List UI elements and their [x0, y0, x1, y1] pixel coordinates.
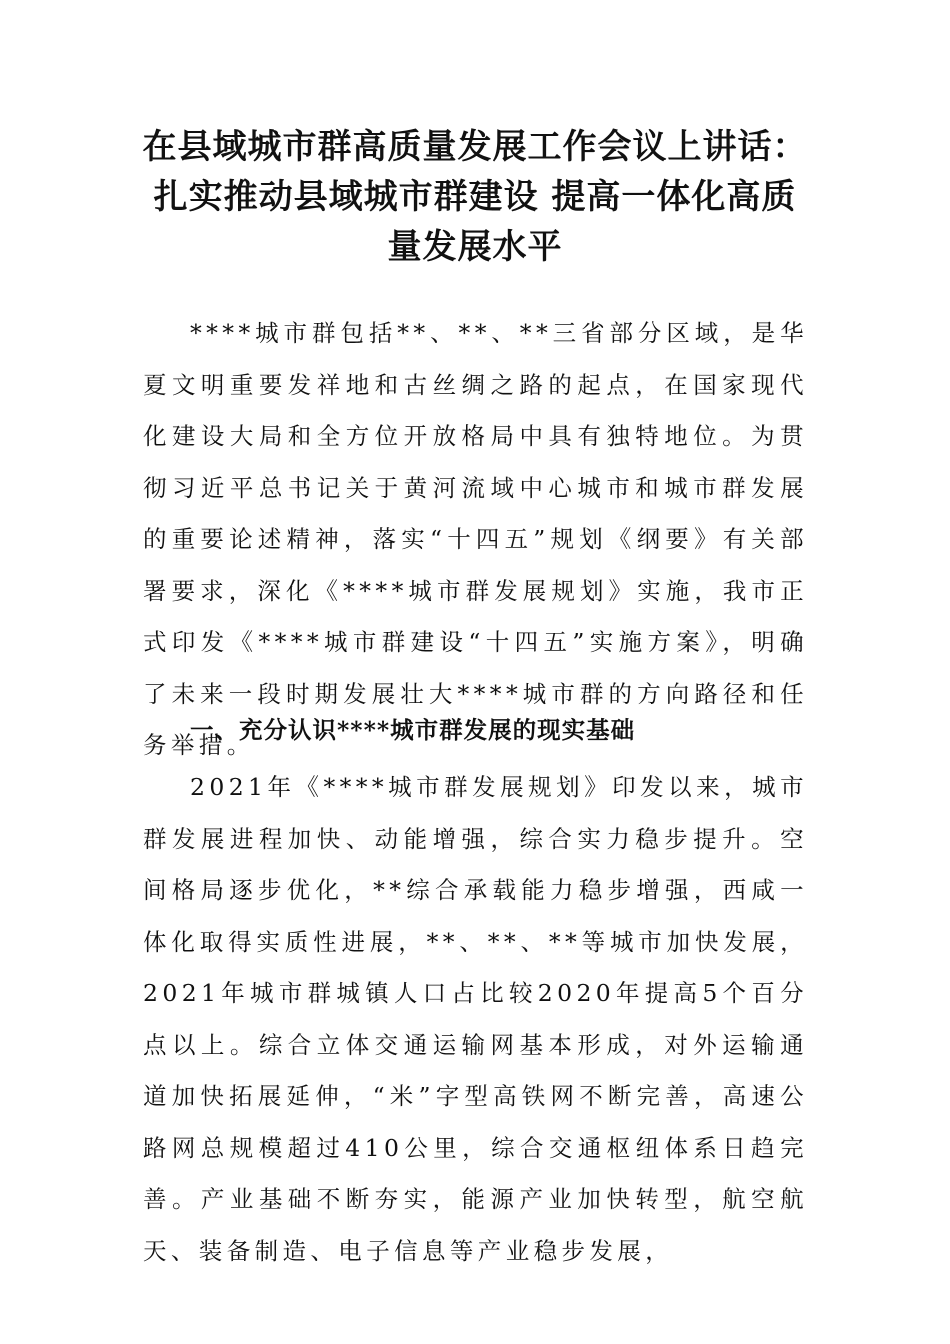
title-line-1: 在县域城市群高质量发展工作会议上讲话：: [142, 127, 808, 167]
document-title: [140, 122, 810, 272]
intro-paragraph: ****城市群包括**、**、**三省部分区域，是华夏文明重要发祥地和古丝绸之路的起点，在国家现代化建设大局和全方位开放格局中具有独特地位。为贯彻习近平总书记关于黄河流域中心城市和城市群发展的重要论述精神，落实“十四五”规划《纲要》有关部署要求，深化《****城市群发展规划》实施，我市正式印发《****城市群建设“十四五”实施方案》，明确了未来一段时期发展壮大****城市群的方向路径和任务举措。: [143, 319, 808, 759]
section-one-paragraph: 2021年《****城市群发展规划》印发以来，城市群发展进程加快、动能增强，综合实力稳步提升。空间格局逐步优化，**综合承载能力稳步增强，西咸一体化取得实质性进展，**、**、**等城市加快发展，2021年城市群城镇人口占比较2020年提高5个百分点以上。综合立体交通运输网基本形成，对外运输通道加快拓展延伸，“米”字型高铁网不断完善，高速公路网总规模超过410公里，综合交通枢纽体系日趋完善。产业基础不断夯实，能源产业加快转型，航空航天、装备制造、电子信息等产业稳步发展，: [143, 773, 808, 1265]
title-line-3: 量发展水平: [387, 227, 563, 267]
title-line-2: 扎实推动县域城市群建设 提高一体化高质: [153, 177, 797, 217]
section-one-heading: 一、充分认识****城市群发展的现实基础: [190, 716, 636, 744]
